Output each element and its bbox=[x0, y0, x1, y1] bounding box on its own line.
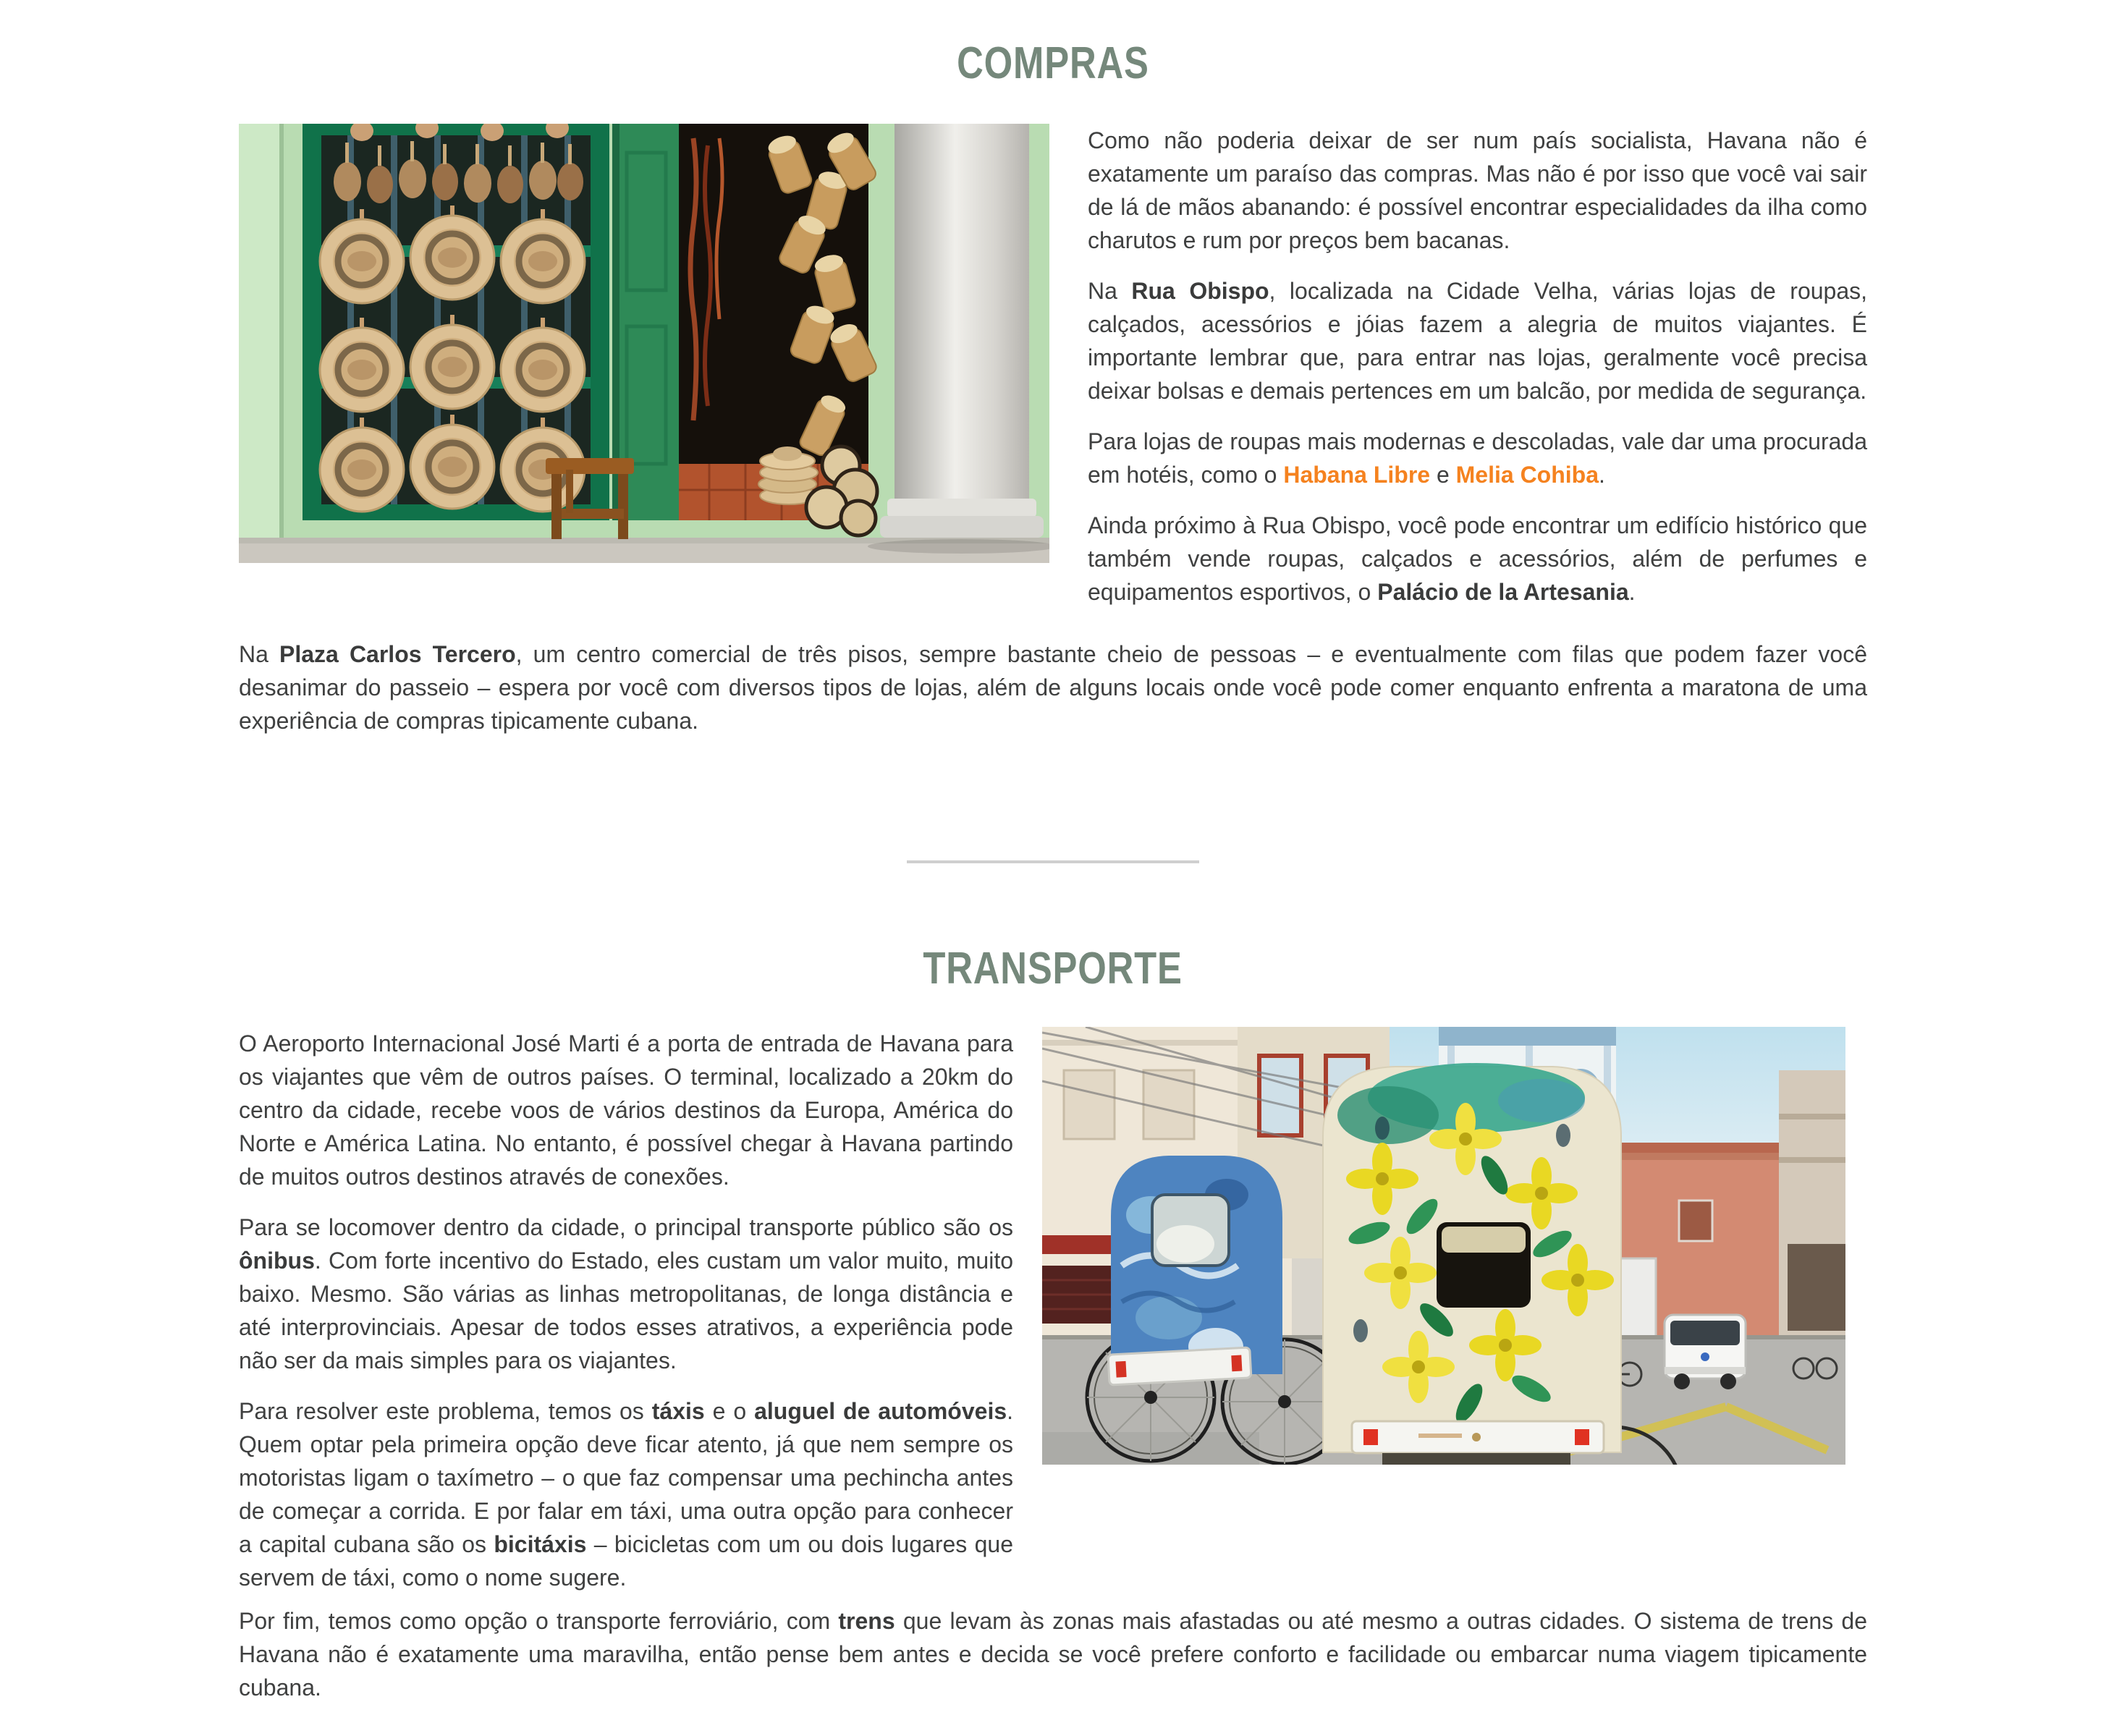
text-segment: Ainda próximo à Rua Obispo, você pode encontrar um edifício histórico que também vende roupas, calçados e acessórios, além de perfumes e equipamentos esportivos, o bbox=[1088, 512, 1867, 605]
paragraph bbox=[239, 1211, 1013, 1377]
transporte-media-row bbox=[239, 1027, 1867, 1594]
bold-text: trens bbox=[838, 1608, 895, 1634]
text-segment: . Quem optar pela primeira opção deve ficar atento, já que nem sempre os motoristas ligam o taxímetro – o que faz compensar uma pechincha antes de começar a corrida. E por falar em táxi, uma outra opção para conhecer a capital cubana são os bbox=[239, 1398, 1014, 1557]
inline-link-melia-cohiba[interactable]: Melia Cohiba bbox=[1455, 462, 1599, 488]
bold-text: bicitáxis bbox=[494, 1531, 587, 1557]
bold-text: Palácio de la Artesania bbox=[1377, 579, 1629, 605]
paragraph bbox=[1088, 425, 1867, 491]
hat-shop-illustration bbox=[239, 124, 1049, 563]
bicitaxi-photo bbox=[1042, 1027, 1845, 1465]
bold-text: aluguel de automóveis bbox=[754, 1398, 1007, 1424]
section-divider bbox=[907, 860, 1199, 863]
text-segment: Como não poderia deixar de ser num país socialista, Havana não é exatamente um paraíso das compras. Mas não é por isso que você vai sair de lá de mãos abanando: é possível encontrar especialidades da ilha como charutos e rum por preços bem bacanas. bbox=[1088, 127, 1867, 253]
section-heading-transporte bbox=[0, 943, 2106, 994]
text-segment: . bbox=[1628, 579, 1636, 605]
text-segment: Para lojas de roupas mais modernas e descoladas, vale dar uma procurada em hotéis, como o bbox=[1088, 428, 1867, 488]
text-segment: e bbox=[1430, 462, 1456, 488]
paragraph bbox=[239, 1604, 1867, 1704]
section-heading-transporte-text: TRANSPORTE bbox=[923, 944, 1183, 994]
bold-text: táxis bbox=[651, 1398, 705, 1424]
text-segment: . Com forte incentivo do Estado, eles custam um valor muito, muito baixo. Mesmo. São várias as linhas metropolitanas, de longa distância e até interprovinciais. Apesar de todos esses atrativos, a experiência pode não ser da mais simples para os viajantes. bbox=[239, 1248, 1013, 1373]
compras-media-row bbox=[239, 124, 1867, 609]
inline-link-habana-libre[interactable]: Habana Libre bbox=[1283, 462, 1431, 488]
white-van bbox=[1665, 1315, 1746, 1389]
text-segment: Na bbox=[239, 641, 280, 667]
section-heading-compras-text: COMPRAS bbox=[957, 38, 1149, 88]
paragraph bbox=[1088, 124, 1867, 257]
compras-text-column bbox=[1088, 124, 1867, 609]
wall-pilaster bbox=[239, 124, 281, 563]
bold-text: ônibus bbox=[239, 1248, 315, 1274]
bold-text: Plaza Carlos Tercero bbox=[279, 641, 516, 667]
text-segment: . bbox=[1599, 462, 1605, 488]
bold-text: Rua Obispo bbox=[1131, 278, 1269, 304]
text-segment: que levam às zonas mais afastadas ou até mesmo a outras cidades. O sistema de trens de Havana não é exatamente uma maravilha, então pense bem antes e decida se você prefere conforto e facilidade ou embarcar numa viagem tipicamente cubana. bbox=[239, 1608, 1868, 1701]
paragraph bbox=[239, 1394, 1013, 1594]
paragraph bbox=[239, 638, 1867, 737]
text-segment: e o bbox=[704, 1398, 755, 1424]
flower-bicitaxi-bumper bbox=[1352, 1421, 1604, 1453]
text-segment: Na bbox=[1088, 278, 1132, 304]
text-segment: O Aeroporto Internacional José Marti é a porta de entrada de Havana para os viajantes que vêm de outros países. O terminal, localizado a 20km do centro da cidade, recebe voos de vários destinos da Europa, América do Norte e América Latina. No entanto, é possível chegar à Havana partindo de muitos outros destinos através de conexões. bbox=[239, 1030, 1013, 1190]
building-far-right bbox=[1779, 1070, 1845, 1360]
text-segment: Para se locomover dentro da cidade, o principal transporte público são os bbox=[239, 1214, 1013, 1240]
hat-shop-photo bbox=[239, 124, 1049, 563]
paragraph bbox=[1088, 274, 1867, 407]
transporte-text-column bbox=[239, 1027, 1013, 1594]
section-heading-compras bbox=[0, 38, 2106, 89]
text-segment: , um centro comercial de três pisos, sempre bastante cheio de pessoas – e eventualmente com filas que podem fazer você desanimar do passeio – espera por você com diversos tipos de lojas, além de alguns locais onde você pode comer enquanto enfrenta a maratona de uma experiência de compras tipicamente cubana. bbox=[239, 641, 1868, 734]
paragraph bbox=[239, 1027, 1013, 1193]
bicitaxi-illustration bbox=[1042, 1027, 1845, 1465]
paragraph bbox=[1088, 509, 1867, 609]
straw-hats bbox=[320, 206, 585, 512]
white-column bbox=[868, 124, 1049, 554]
blue-bicitaxi-bumper bbox=[1108, 1347, 1251, 1385]
text-segment: Por fim, temos como opção o transporte ferroviário, com bbox=[239, 1608, 839, 1634]
text-segment: – bicicletas com um ou dois lugares que servem de táxi, como o nome sugere. bbox=[239, 1531, 1014, 1591]
text-segment: Para resolver este problema, temos os bbox=[239, 1398, 652, 1424]
text-segment: , localizada na Cidade Velha, várias lojas de roupas, calçados, acessórios e jóias fazem a alegria de muitos viajantes. É importante lembrar que, para entrar nas lojas, geralmente você precisa deixar bolsas e demais pertences em um balcão, por medida de segurança. bbox=[1088, 278, 1868, 404]
